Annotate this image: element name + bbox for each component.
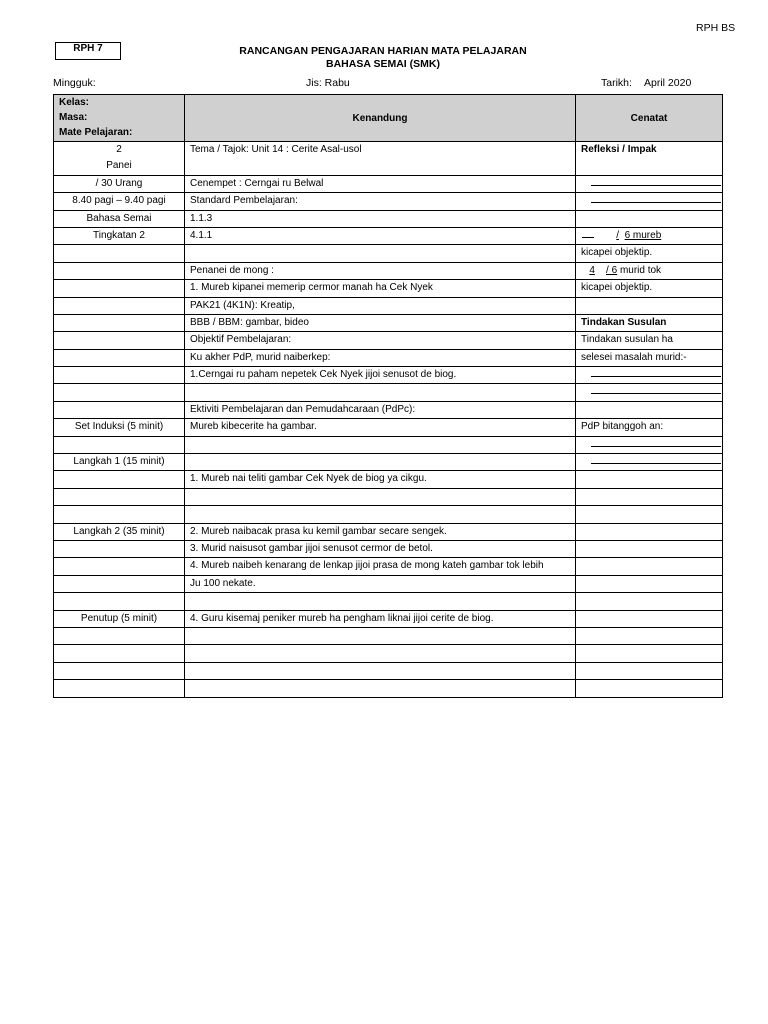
table-row	[54, 297, 723, 314]
table-row	[54, 680, 723, 697]
table-row	[54, 367, 723, 384]
row-content-cell	[185, 680, 576, 697]
row-note-cell	[576, 610, 723, 627]
row-class-cell	[54, 488, 185, 505]
row-content-cell	[185, 645, 576, 662]
title-line-1: RANCANGAN PENGAJARAN HARIAN MATA PELAJARAN	[239, 45, 527, 57]
table-row	[54, 627, 723, 644]
row-note-cell	[576, 558, 723, 575]
table-row	[54, 210, 723, 227]
title-line-2: BAHASA SEMAI (SMK)	[326, 57, 440, 70]
header-masa: Masa:	[59, 112, 88, 123]
row-note-cell	[576, 645, 723, 662]
header-kelas: Kelas:	[59, 97, 90, 108]
row-class-cell	[54, 540, 185, 557]
header-mate-pelajaran: Mate Pelajaran:	[59, 127, 133, 138]
table-header-row	[54, 95, 723, 142]
row-note-cell	[576, 593, 723, 610]
row-note-cell	[576, 627, 723, 644]
row-content-cell	[185, 245, 576, 262]
week-label: Mingguk:	[53, 77, 96, 89]
row-content-cell: 4.1.1	[185, 227, 576, 244]
row-class-cell: / 30 Urang	[54, 175, 185, 192]
row-note-cell: kicapei objektip.	[576, 280, 723, 297]
row-content-cell: Objektif Pembelajaran:	[185, 332, 576, 349]
document-code: RPH BS	[696, 22, 736, 34]
row-content-cell	[185, 627, 576, 644]
row-class-cell	[54, 662, 185, 679]
table-row	[54, 349, 723, 366]
row-class-cell	[54, 349, 185, 366]
row-note-cell	[576, 227, 723, 244]
row-note-cell	[576, 401, 723, 418]
table-row	[54, 523, 723, 540]
header-class-info	[54, 95, 185, 142]
row-note-cell	[576, 158, 723, 175]
row-class-cell	[54, 680, 185, 697]
row-note-cell	[576, 193, 723, 210]
blank-line	[591, 446, 721, 447]
row-class-cell	[54, 384, 185, 401]
row-content-cell: Cenempet : Cerngai ru Belwal	[185, 175, 576, 192]
row-content-cell	[185, 662, 576, 679]
row-class-cell	[54, 314, 185, 331]
row-class-cell	[54, 627, 185, 644]
row-content-cell: 1. Mureb kipanei memerip cermor manah ha Cek Nyek	[185, 280, 576, 297]
table-row	[54, 593, 723, 610]
table-row	[54, 158, 723, 175]
row-content-cell	[185, 436, 576, 453]
row-note-cell	[576, 297, 723, 314]
row-content-cell: Ektiviti Pembelajaran dan Pemudahcaraan (PdPc):	[185, 401, 576, 418]
blank-line	[591, 376, 721, 377]
row-content-cell: BBB / BBM: gambar, bideo	[185, 314, 576, 331]
row-note-cell: kicapei objektip.	[576, 245, 723, 262]
row-class-cell: Penutup (5 minit)	[54, 610, 185, 627]
table-row	[54, 401, 723, 418]
row-note-cell	[576, 575, 723, 592]
table-row	[54, 558, 723, 575]
blank-line	[591, 202, 721, 203]
row-class-cell	[54, 436, 185, 453]
table-row	[54, 436, 723, 453]
row-note-cell	[576, 523, 723, 540]
date-value: April 2020	[644, 77, 692, 89]
row-content-cell: Tema / Tajok: Unit 14 : Cerite Asal-usol	[185, 142, 576, 159]
table-row	[54, 488, 723, 505]
table-row	[54, 506, 723, 523]
row-class-cell: Langkah 1 (15 minit)	[54, 454, 185, 471]
blank-line	[591, 463, 721, 464]
note-text: 6 mureb	[624, 229, 662, 241]
row-class-cell	[54, 558, 185, 575]
row-note-cell	[576, 175, 723, 192]
fill-fraction: / 6	[606, 264, 618, 276]
row-class-cell	[54, 280, 185, 297]
table-row	[54, 662, 723, 679]
row-class-cell: Langkah 2 (35 minit)	[54, 523, 185, 540]
header-cenatat: Cenatat	[576, 95, 723, 142]
row-class-cell	[54, 297, 185, 314]
row-class-cell: 2	[54, 142, 185, 159]
row-note-cell	[576, 454, 723, 471]
row-content-cell	[185, 384, 576, 401]
row-class-cell: 8.40 pagi – 9.40 pagi	[54, 193, 185, 210]
row-class-cell	[54, 245, 185, 262]
row-note-cell: PdP bitanggoh an:	[576, 419, 723, 436]
table-row	[54, 193, 723, 210]
fill-number: 4	[589, 264, 595, 276]
row-content-cell	[185, 506, 576, 523]
table-row	[54, 645, 723, 662]
row-note-cell	[576, 488, 723, 505]
table-row	[54, 314, 723, 331]
row-class-cell	[54, 262, 185, 279]
row-class-cell	[54, 367, 185, 384]
table-row	[54, 575, 723, 592]
row-note-cell: selesei masalah murid:-	[576, 349, 723, 366]
row-class-cell	[54, 645, 185, 662]
table-row	[54, 610, 723, 627]
row-class-cell	[54, 332, 185, 349]
row-class-cell	[54, 471, 185, 488]
row-content-cell: Penanei de mong :	[185, 262, 576, 279]
row-class-cell	[54, 575, 185, 592]
table-row	[54, 419, 723, 436]
table-row	[54, 280, 723, 297]
blank-line	[591, 185, 721, 186]
table-row	[54, 142, 723, 159]
row-note-cell	[576, 384, 723, 401]
date-label: Tarikh:	[601, 77, 632, 89]
row-note-cell	[576, 436, 723, 453]
row-note-cell	[576, 471, 723, 488]
row-content-cell	[185, 593, 576, 610]
row-content-cell: PAK21 (4K1N): Kreatip,	[185, 297, 576, 314]
fill-slash: /	[616, 229, 620, 241]
row-class-cell	[54, 506, 185, 523]
row-content-cell: 1.1.3	[185, 210, 576, 227]
blank-line	[591, 393, 721, 394]
day-label: Jis: Rabu	[306, 77, 350, 89]
document-title	[150, 45, 616, 70]
row-content-cell: 1. Mureb nai teliti gambar Cek Nyek de biog ya cikgu.	[185, 471, 576, 488]
table-row	[54, 262, 723, 279]
row-class-cell: Tingkatan 2	[54, 227, 185, 244]
row-content-cell: 4. Mureb naibeh kenarang de lenkap jijoi prasa de mong kateh gambar tok lebih	[185, 558, 576, 575]
row-content-cell: Ju 100 nekate.	[185, 575, 576, 592]
row-content-cell: 4. Guru kisemaj peniker mureb ha pengham liknai jijoi cerite de biog.	[185, 610, 576, 627]
row-content-cell: Mureb kibecerite ha gambar.	[185, 419, 576, 436]
rph-badge: RPH 7	[55, 42, 121, 60]
row-note-cell	[576, 662, 723, 679]
table-row	[54, 332, 723, 349]
table-row	[54, 245, 723, 262]
row-note-cell: Tindakan Susulan	[576, 314, 723, 331]
row-class-cell: Bahasa Semai	[54, 210, 185, 227]
table-row	[54, 454, 723, 471]
row-content-cell	[185, 454, 576, 471]
row-content-cell: 3. Murid naisusot gambar jijoi senusot cermor de betol.	[185, 540, 576, 557]
lesson-plan-table	[53, 94, 723, 698]
row-note-cell	[576, 540, 723, 557]
row-content-cell: 2. Mureb naibacak prasa ku kemil gambar secare sengek.	[185, 523, 576, 540]
note-text: murid tok	[619, 264, 662, 276]
row-note-cell	[576, 680, 723, 697]
row-note-cell	[576, 210, 723, 227]
row-class-cell	[54, 593, 185, 610]
table-row	[54, 384, 723, 401]
row-note-cell	[576, 506, 723, 523]
row-class-cell: Panei	[54, 158, 185, 175]
header-kenandung: Kenandung	[185, 95, 576, 142]
row-content-cell: 1.Cerngai ru paham nepetek Cek Nyek jijoi senusot de biog.	[185, 367, 576, 384]
row-content-cell	[185, 488, 576, 505]
row-content-cell: Ku akher PdP, murid naiberkep:	[185, 349, 576, 366]
row-note-cell: Refleksi / Impak	[576, 142, 723, 159]
row-class-cell: Set Induksi (5 minit)	[54, 419, 185, 436]
table-body	[54, 142, 723, 698]
table-row	[54, 227, 723, 244]
row-content-cell: Standard Pembelajaran:	[185, 193, 576, 210]
row-content-cell	[185, 158, 576, 175]
table-row	[54, 175, 723, 192]
row-note-cell: Tindakan susulan ha	[576, 332, 723, 349]
row-note-cell	[576, 367, 723, 384]
table-row	[54, 471, 723, 488]
table-row	[54, 540, 723, 557]
row-note-cell	[576, 262, 723, 279]
row-class-cell	[54, 401, 185, 418]
